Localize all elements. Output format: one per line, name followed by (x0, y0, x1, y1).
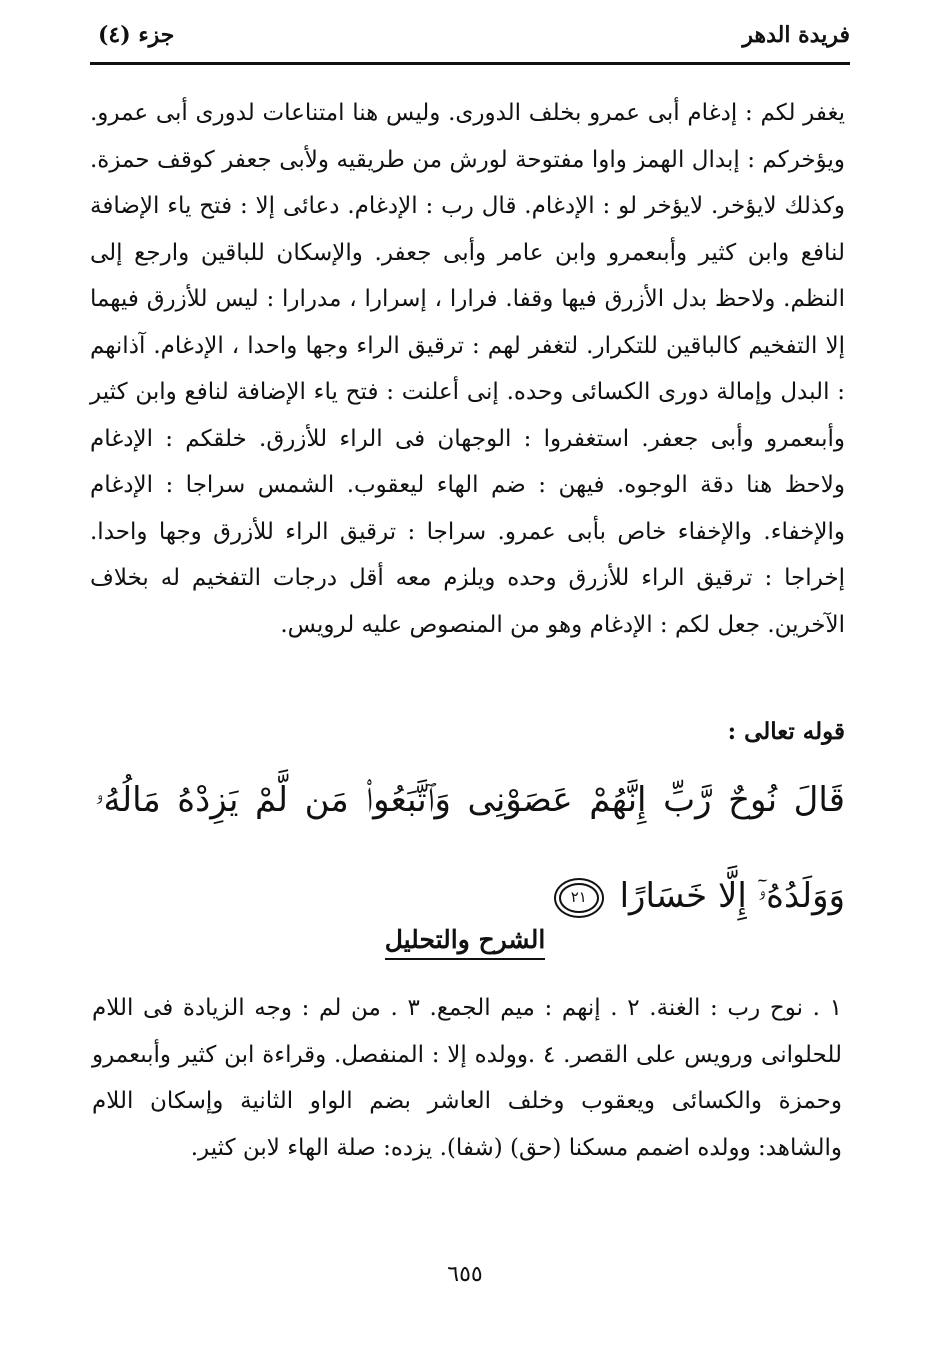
main-paragraph: يغفر لكم : إدغام أبى عمرو بخلف الدورى. وليس هنا امتناعات لدورى أبى عمرو. ويؤخركم : إبدال الهمز واوا مفتوحة لورش من طريقيه ولأبى جعفر كوقف حمزة. وكذلك لايؤخر. لايؤخر لو : الإدغام. قال رب : الإدغام. دعائى إلا : فتح ياء الإضافة لنافع وابن كثير وأبىعمرو وابن عامر وأبى جعفر. والإسكان للباقين وارجع إلى النظم. ولاحظ بدل الأزرق فيها وقفا. فرارا ، إسرارا ، مدرارا : ليس للأزرق فيهما إلا التفخيم كالباقين للتكرار. لتغفر لهم : ترقيق الراء وجها واحدا ، الإدغام. آذانهم : البدل وإمالة دورى الكسائى وحده. إنى أعلنت : فتح ياء الإضافة لنافع وابن كثير وأبىعمرو وأبى جعفر. استغفروا : الوجهان فى الراء للأزرق. خلقكم : الإدغام ولاحظ هنا دقة الوجوه. فيهن : ضم الهاء ليعقوب. الشمس سراجا : الإدغام والإخفاء. والإخفاء خاص بأبى عمرو. سراجا : ترقيق الراء للأزرق وجها واحدا. إخراجا : ترقيق الراء للأزرق وحده ويلزم معه أقل درجات التفخيم له بخلاف الآخرين. جعل لكم : الإدغام وهو من المنصوص عليه لرويس. (90, 100, 845, 638)
commentary-notes (92, 985, 842, 1171)
main-text (90, 90, 845, 648)
section-title (0, 925, 930, 954)
verse-text: قَالَ نُوحٌ رَّبِّ إِنَّهُمْ عَصَوْنِى وَٱتَّبَعُوا۟ مَن لَّمْ يَزِدْهُ مَالُهُۥ وَوَلَدُهُۥٓ إِلَّا خَسَارًا (95, 780, 845, 916)
ayah-number-marker: ٢١ (559, 883, 599, 913)
section-title-text: الشرح والتحليل (385, 925, 546, 960)
header-divider (90, 62, 850, 65)
part-number: جزء (٤) (98, 22, 175, 48)
notes-paragraph: ١ . نوح رب : الغنة. ٢ . إنهم : ميم الجمع. ٣ . من لم : وجه الزيادة فى اللام للحلوانى ورويس على القصر. ٤ .وولده إلا : المنفصل. وقراءة ابن كثير وأبىعمرو وحمزة والكسائى ويعقوب وخلف العاشر بضم الواو الثانية وإسكان اللام والشاهد: وولده اضمم مسكنا (حق) (شفا). يزده: صلة الهاء لابن كثير. (92, 995, 842, 1161)
running-header (90, 18, 850, 58)
book-title: فريدة الدهر (742, 22, 850, 48)
quran-verse (95, 752, 845, 944)
verse-intro: قوله تعالى : (727, 718, 845, 745)
page-number: ٦٥٥ (447, 1262, 483, 1287)
